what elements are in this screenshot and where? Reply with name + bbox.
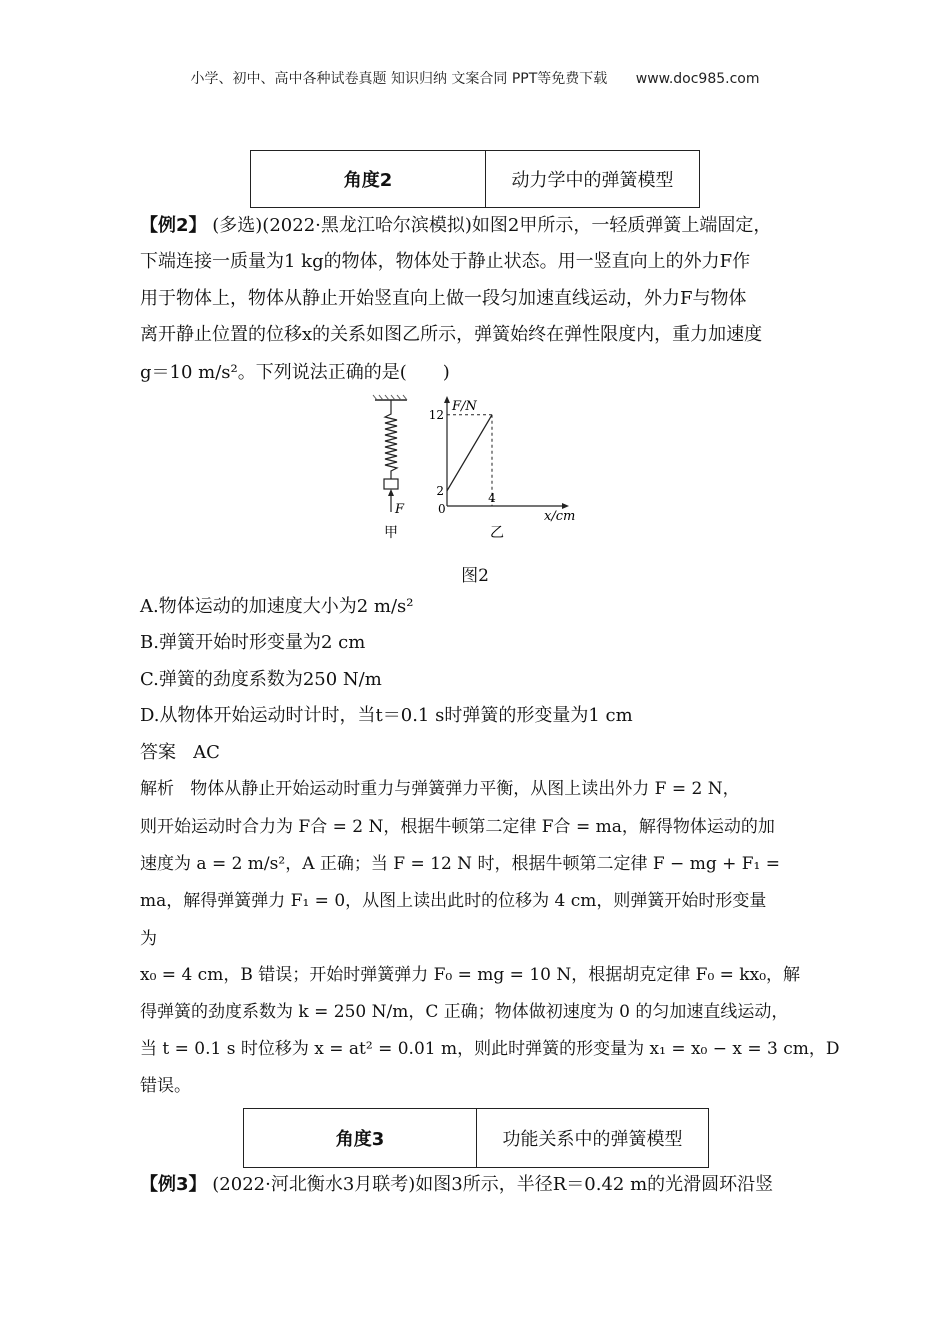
example-3-stem: 如图3所示，半径R＝0.42 m的光滑圆环沿竖 [415, 1174, 774, 1195]
section-2-box [250, 150, 700, 208]
example-3-line-1 [140, 1173, 773, 1197]
analysis-line-3: 速度为 a = 2 m/s²，A 正确；当 F = 12 N 时，根据牛顿第二定律 F − mg + F₁ = [140, 854, 781, 874]
y-axis-label: F/N [452, 399, 477, 414]
example-2-line-5: g＝10 m/s²。下列说法正确的是( ) [140, 362, 450, 383]
figure-2 [360, 392, 590, 544]
example-3-source: (2022·河北衡水3月联考) [212, 1174, 416, 1195]
section-3-box [243, 1108, 709, 1168]
force-arrow-icon [388, 489, 394, 496]
answer-label: 答案 [140, 742, 176, 763]
series-line [447, 415, 492, 491]
analysis-line-6: x₀ = 4 cm，B 错误；开始时弹簧弹力 F₀ = mg = 10 N，根据胡克定律 F₀ = kx₀，解 [140, 965, 801, 985]
example-3-label: 【例3】 [140, 1174, 207, 1195]
analysis-line-4: ma，解得弹簧弹力 F₁ = 0，从图上读出此时的位移为 4 cm，则弹簧开始时形变量 [140, 891, 767, 911]
option-b: B.弹簧开始时形变量为2 cm [140, 632, 366, 653]
example-2-label: 【例2】 [140, 215, 207, 236]
option-c: C.弹簧的劲度系数为250 N/m [140, 669, 382, 690]
example-2-line-2: 下端连接一质量为1 kg的物体，物体处于静止状态。用一竖直向上的外力F作 [140, 251, 751, 272]
force-displacement-graph [429, 396, 576, 541]
origin-label: 0 [438, 502, 446, 516]
section-2-title: 动力学中的弹簧模型 [486, 151, 700, 208]
page-header [0, 68, 950, 88]
x-tick-label: 4 [488, 491, 496, 505]
answer-line [140, 741, 220, 765]
analysis-label: 解析 [140, 779, 174, 799]
analysis-line-1: 解析 物体从静止开始运动时重力与弹簧弹力平衡，从图上读出外力 F = 2 N， [140, 779, 740, 799]
option-d: D.从物体开始运动时计时，当t＝0.1 s时弹簧的形变量为1 cm [140, 705, 633, 726]
analysis-line-8: 当 t = 0.1 s 时位移为 x = at² = 0.01 m，则此时弹簧的形变量为 x₁ = x₀ − x = 3 cm，D [140, 1039, 840, 1059]
example-2-line-3: 用于物体上，物体从静止开始竖直向上做一段匀加速直线运动，外力F与物体 [140, 288, 747, 309]
spring-apparatus [373, 395, 407, 541]
analysis-line-5: 为 [140, 929, 157, 949]
mass-block [384, 479, 398, 489]
header-text: 小学、初中、高中各种试卷真题 知识归纳 文案合同 PPT等免费下载 [190, 71, 608, 87]
example-2-stem-1: 如图2甲所示，一轻质弹簧上端固定， [471, 215, 772, 236]
section-3-title: 功能关系中的弹簧模型 [477, 1109, 709, 1168]
example-2-line-4: 离开静止位置的位移x的关系如图乙所示，弹簧始终在弹性限度内，重力加速度 [140, 324, 763, 345]
section-3-label: 角度3 [244, 1109, 477, 1168]
analysis-line-2: 则开始运动时合力为 F合 = 2 N，根据牛顿第二定律 F合 = ma，解得物体运动的加 [140, 817, 775, 837]
header-url[interactable]: www.doc985.com [635, 71, 760, 87]
spring-icon [385, 400, 397, 479]
example-2-source: (多选)(2022·黑龙江哈尔滨模拟) [212, 215, 472, 236]
section-2-label: 角度2 [251, 151, 486, 208]
force-label: F [395, 502, 405, 517]
figure-2-caption: 图2 [461, 566, 489, 586]
example-2-line-1 [140, 214, 771, 238]
figure-part-a-label: 甲 [384, 525, 398, 541]
y-axis-arrow [444, 396, 450, 403]
x-axis-label: x/cm [544, 509, 576, 524]
analysis-line-7: 得弹簧的劲度系数为 k = 250 N/m，C 正确；物体做初速度为 0 的匀加速直线运动， [140, 1002, 789, 1022]
figure-part-b-label: 乙 [490, 525, 504, 541]
analysis-line-9: 错误。 [140, 1076, 191, 1096]
y-tick-label: 2 [436, 483, 444, 498]
option-a: A.物体运动的加速度大小为2 m/s² [140, 596, 414, 617]
y-tick-label: 12 [428, 407, 444, 422]
answer-value: AC [193, 742, 220, 763]
